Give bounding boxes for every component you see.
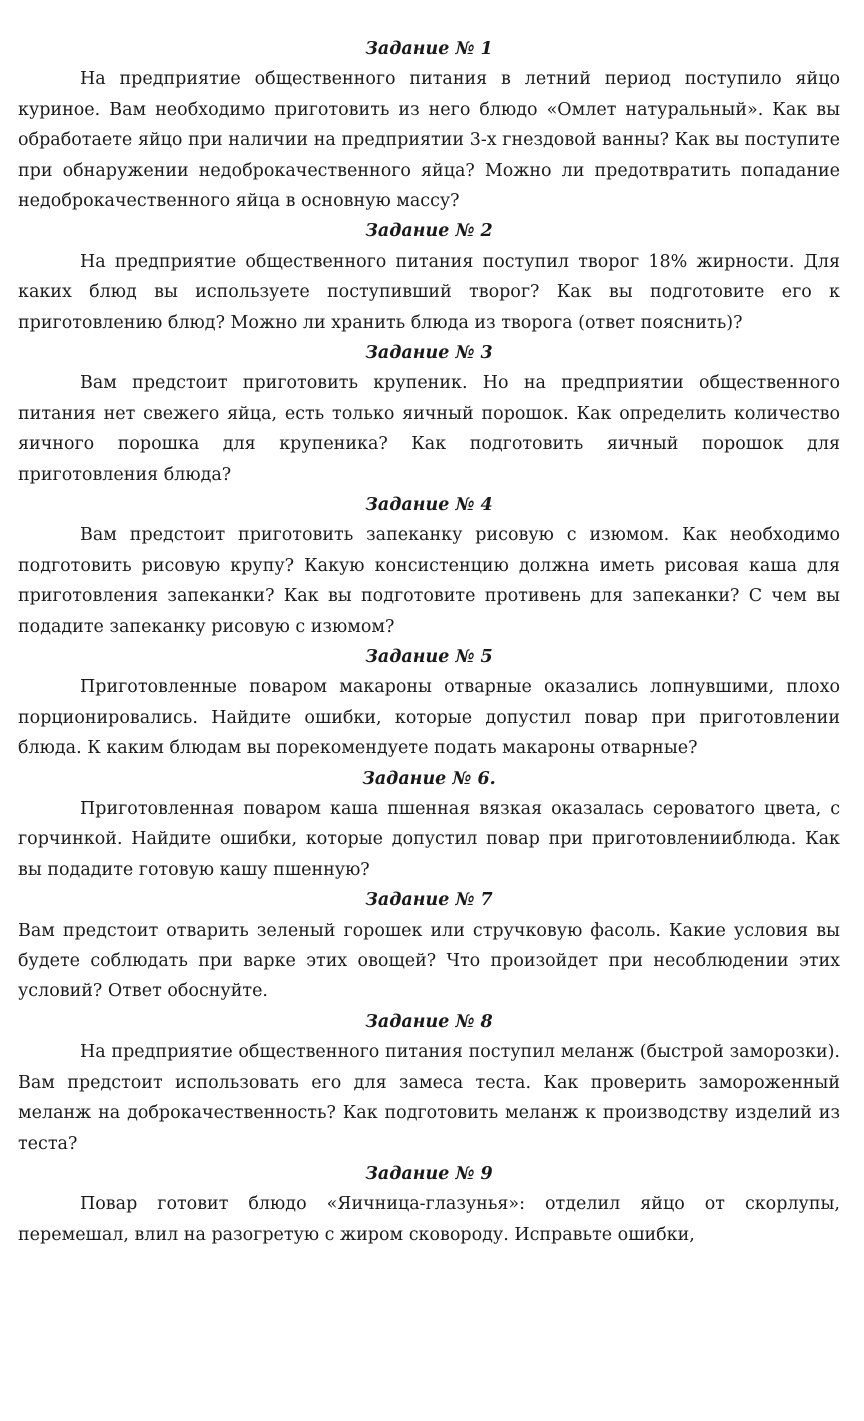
task-title: Задание № 6.	[362, 768, 496, 789]
task-8	[18, 1007, 840, 1159]
task-title: Задание № 7	[365, 890, 493, 911]
task-title: Задание № 5	[365, 647, 493, 668]
task-1	[18, 34, 840, 216]
task-title: Задание № 4	[365, 495, 493, 516]
task-9	[18, 1159, 840, 1250]
task-text: На предприятие общественного питания поступил меланж (быстрой заморозки). Вам предстоит использовать его для замеса теста. Как проверить замороженный меланж на доброкачественность? Как подготовить меланж к производству изделий из теста?	[18, 1042, 840, 1154]
task-3	[18, 338, 840, 490]
task-text: Вам предстоит отварить зеленый горошек или стручковую фасоль. Какие условия вы будете соблюдать при варке этих овощей? Что произойдет при несоблюдении этих условий? Ответ обоснуйте.	[18, 920, 840, 1002]
document-page	[18, 34, 840, 1250]
task-title: Задание № 8	[365, 1011, 493, 1032]
task-5	[18, 642, 840, 764]
task-title: Задание № 1	[365, 39, 493, 59]
task-text: На предприятие общественного питания поступил творог 18% жирности. Для каких блюд вы используете поступивший творог? Как вы подготовите его к приготовлению блюд? Можно ли хранить блюда из творога (ответ пояснить)?	[18, 251, 840, 333]
task-text: Вам предстоит приготовить крупеник. Но на предприятии общественного питания нет свежего яйца, есть только яичный порошок. Как определить количество яичного порошка для крупеника? Как подготовить яичный порошок для приготовления блюда?	[18, 373, 840, 485]
task-7	[18, 885, 840, 1007]
task-4	[18, 490, 840, 642]
task-title: Задание № 3	[365, 343, 493, 364]
task-title: Задание № 9	[365, 1163, 493, 1184]
task-text: Приготовленные поваром макароны отварные оказались лопнувшими, плохо порционировались. Найдите ошибки, которые допустил повар при приготовлении блюда. К каким блюдам вы порекомендуете подать макароны отварные?	[18, 677, 840, 759]
task-2	[18, 216, 840, 338]
task-text: Приготовленная поваром каша пшенная вязкая оказалась сероватого цвета, с горчинкой. Найдите ошибки, которые допустил повар при приготовленииблюда. Как вы подадите готовую кашу пшенную?	[18, 799, 840, 880]
task-text: Вам предстоит приготовить запеканку рисовую с изюмом. Как необходимо подготовить рисовую крупу? Какую консистенцию должна иметь рисовая каша для приготовления запеканки? Как вы подготовите противень для запеканки? С чем вы подадите запеканку рисовую с изюмом?	[18, 525, 840, 637]
task-text: На предприятие общественного питания в летний период поступило яйцо куриное. Вам необходимо приготовить из него блюдо «Омлет натуральный». Как вы обработаете яйцо при наличии на предприятии 3-х гнездовой ванны? Как вы поступите при обнаружении недоброкачественного яйца? Можно ли предотвратить попадание недоброкачественного яйца в основную массу?	[18, 69, 840, 212]
task-6	[18, 764, 840, 886]
task-text: Повар готовит блюдо «Яичница-глазунья»: отделил яйцо от скорлупы, перемешал, влил на разогретую с жиром сковороду. Исправьте ошибки,	[18, 1194, 840, 1245]
task-title: Задание № 2	[365, 221, 493, 242]
